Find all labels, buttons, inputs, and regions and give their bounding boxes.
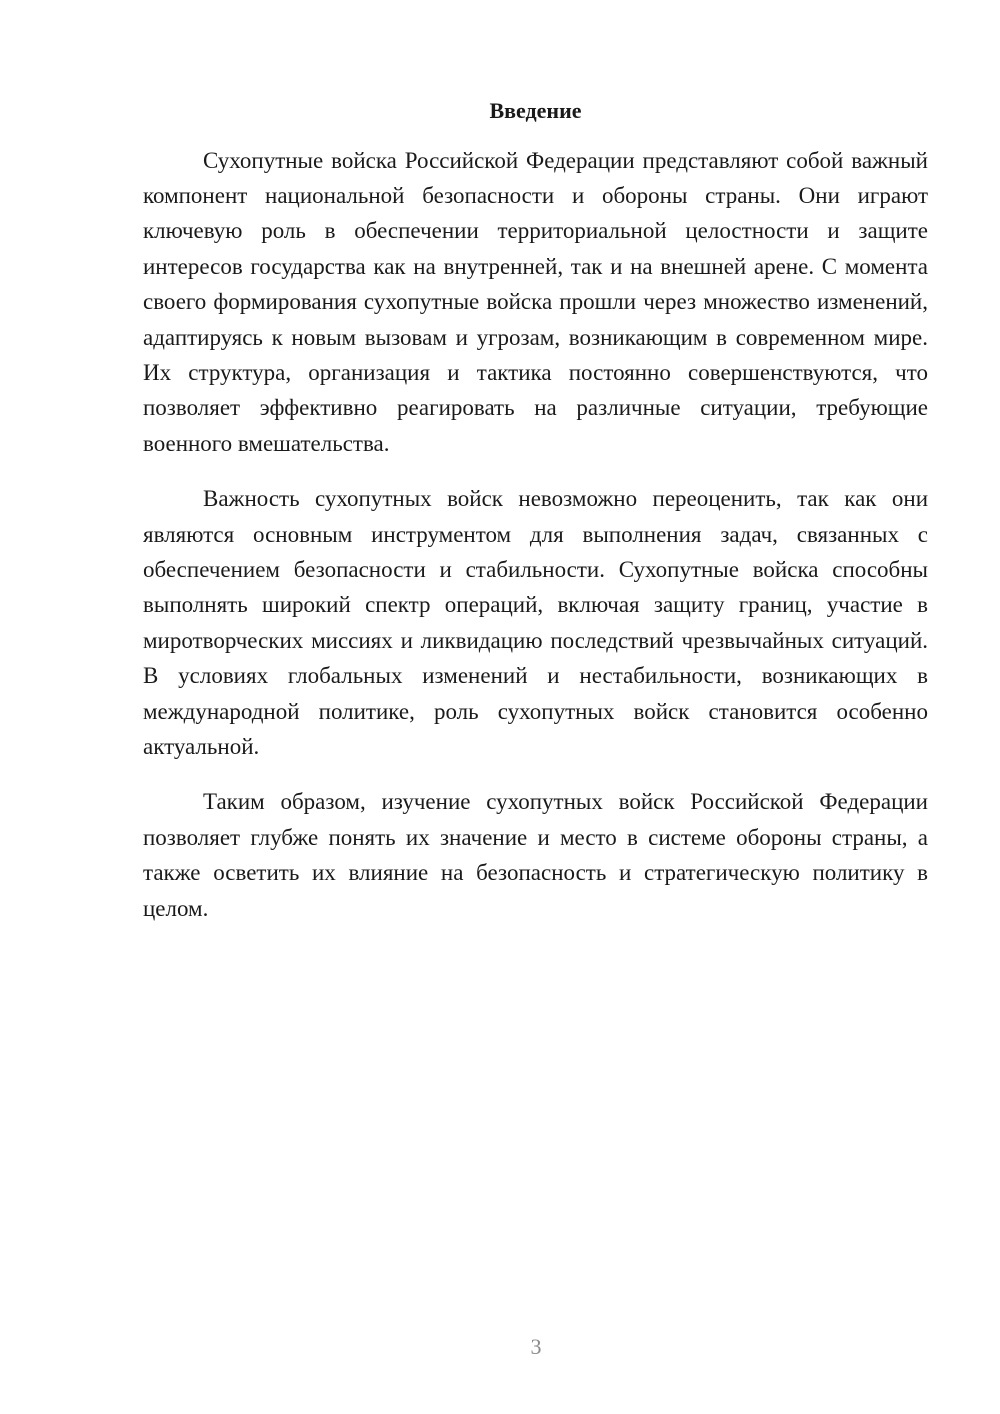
page-number: 3 <box>530 1334 542 1359</box>
paragraph-3: Таким образом, изучение сухопутных войск Российской Федерации позволяет глубже понять их значение и место в системе обороны страны, а также осветить их влияние на безопасность и стратегическую политику в целом. <box>143 789 928 921</box>
paragraph-1: Сухопутные войска Российской Федерации представляют собой важный компонент национальной безопасности и обороны страны. Они играют ключевую роль в обеспечении территориальной целостности и защите интересов государства как на внутренней, так и на внешней арене. С момента своего формирования сухопутные войска прошли через множество изменений, адаптируясь к новым вызовам и угрозам, возникающим в современном мире. Их структура, организация и тактика постоянно совершенствуются, что позволяет эффективно реагировать на различные ситуации, требующие военного вмешательства. <box>143 147 928 456</box>
paragraph-2: Важность сухопутных войск невозможно переоценить, так как они являются основным инструментом для выполнения задач, связанных с обеспечением безопасности и стабильности. Сухопутные войска способны выполнять широкий спектр операций, включая защиту границ, участие в миротворческих миссиях и ликвидацию последствий чрезвычайных ситуаций. В условиях глобальных изменений и нестабильности, возникающих в международной политике, роль сухопутных войск становится особенно актуальной. <box>143 486 928 759</box>
page-content <box>143 93 928 926</box>
section-heading: Введение <box>489 98 582 123</box>
